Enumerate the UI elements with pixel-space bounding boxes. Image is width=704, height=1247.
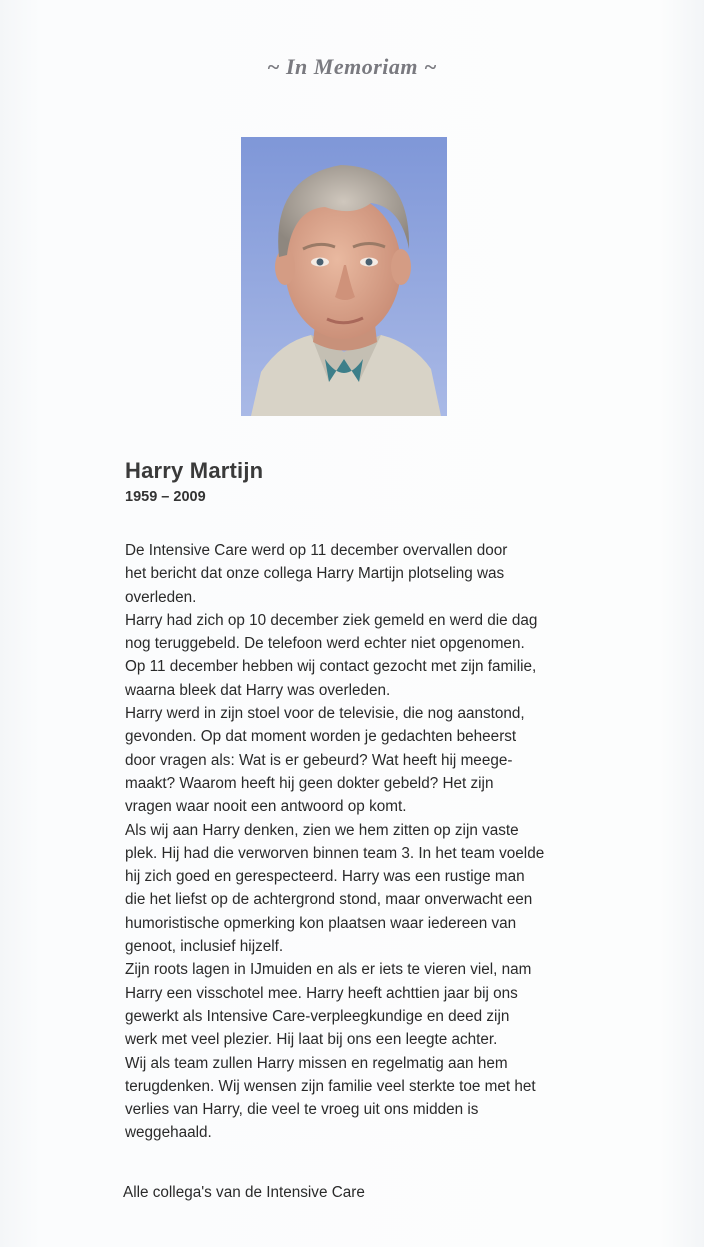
text-line: overleden.	[125, 588, 197, 606]
in-memoriam-heading: ~ In Memoriam ~	[266, 54, 438, 79]
text-line: genoot, inclusief hijzelf.	[125, 938, 284, 956]
text-line: Harry werd in zijn stoel voor de televisie, die nog aanstond,	[125, 705, 525, 723]
text-line: het bericht dat onze collega Harry Martijn plotseling was	[125, 565, 505, 583]
text-line: verlies van Harry, die veel te vroeg uit ons midden is	[125, 1101, 479, 1119]
text-line: plek. Hij had die verworven binnen team 3. In het team voelde	[125, 844, 545, 862]
text-line: humoristische opmerking kon plaatsen waar iedereen van	[125, 914, 517, 932]
text-line: weggehaald.	[125, 1124, 212, 1142]
text-line: De Intensive Care werd op 11 december overvallen door	[125, 542, 508, 559]
text-line: vragen waar nooit een antwoord op komt.	[125, 798, 407, 816]
text-line: Zijn roots lagen in IJmuiden en als er iets te vieren viel, nam	[125, 961, 532, 979]
text-line: Als wij aan Harry denken, zien we hem zitten op zijn vaste	[125, 821, 519, 839]
text-line: door vragen als: Wat is er gebeurd? Wat heeft hij meege-	[125, 751, 513, 769]
text-line: Op 11 december hebben wij contact gezocht met zijn familie,	[125, 658, 537, 676]
text-line: nog teruggebeld. De telefoon werd echter niet opgenomen.	[125, 635, 525, 653]
text-line: gevonden. Op dat moment worden je gedachten beheerst	[125, 728, 517, 746]
text-line: maakt? Waarom heeft hij geen dokter gebeld? Het zijn	[125, 774, 494, 792]
memorial-text	[125, 539, 585, 1145]
text-line: die het liefst op de achtergrond stond, maar onverwacht een	[125, 891, 533, 909]
text-line: Harry had zich op 10 december ziek gemeld en werd die dag	[125, 611, 538, 629]
text-line: werk met veel plezier. Hij laat bij ons een leegte achter.	[125, 1031, 498, 1049]
signoff: Alle collega's van de Intensive Care	[123, 1184, 365, 1201]
text-line: terugdenken. Wij wensen zijn familie veel sterkte toe met het	[125, 1077, 536, 1095]
text-line: gewerkt als Intensive Care-verpleegkundige en deed zijn	[125, 1007, 510, 1025]
text-line: Harry een visschotel mee. Harry heeft achttien jaar bij ons	[125, 984, 518, 1002]
portrait-photo	[241, 137, 447, 416]
text-line: hij zich goed en gerespecteerd. Harry was een rustige man	[125, 868, 525, 886]
text-line: Wij als team zullen Harry missen en regelmatig aan hem	[125, 1054, 508, 1072]
life-years: 1959 – 2009	[125, 489, 206, 505]
text-line: waarna bleek dat Harry was overleden.	[125, 681, 391, 699]
person-name: Harry Martijn	[125, 458, 264, 483]
